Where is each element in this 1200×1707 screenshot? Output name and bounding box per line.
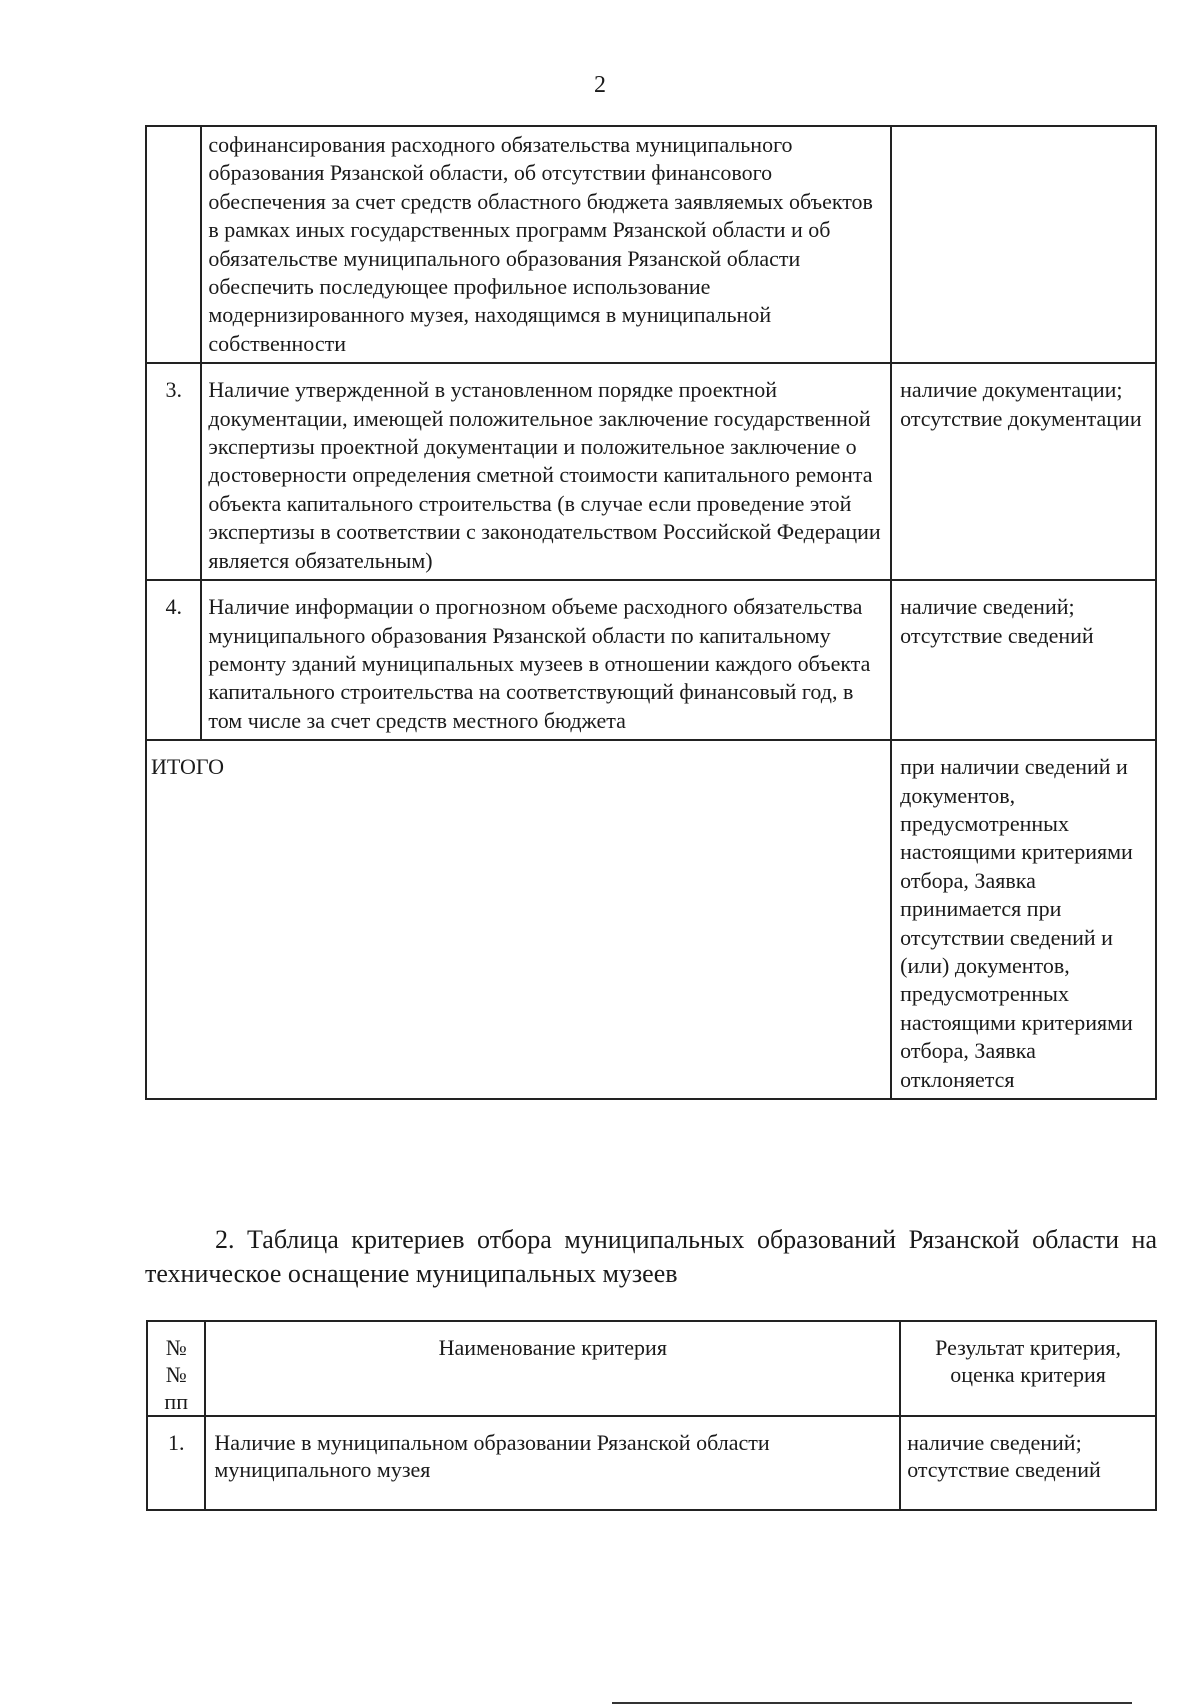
scan-edge-line	[612, 1702, 1132, 1704]
criteria-table-2	[146, 1320, 1157, 1511]
table-row	[146, 126, 1156, 363]
criterion-text: Наличие утвержденной в установленном порядке проектной документации, имеющей положительное заключение государственной экспертизы проектной документации и положительное заключение о достоверности определения сметной стоимости капитального ремонта объекта капитального строительства (в случае если проведение этой экспертизы в соответствии с законодательством Российской Федерации является обязательным)	[201, 363, 891, 580]
row-number: 4.	[146, 580, 201, 740]
result-column-header: Результат критерия, оценка критерия	[900, 1321, 1156, 1416]
table-row	[146, 580, 1156, 740]
table-row	[147, 1416, 1156, 1510]
number-header-line: пп	[164, 1389, 188, 1414]
total-label: ИТОГО	[146, 740, 891, 1099]
criterion-result: наличие сведений; отсутствие сведений	[891, 580, 1156, 740]
table-row	[146, 363, 1156, 580]
criterion-text: софинансирования расходного обязательства муниципального образования Рязанской области, об отсутствии финансового обеспечения за счет средств областного бюджета заявляемых объектов в рамках иных государственных программ Рязанской области и об обязательстве муниципального образования Рязанской области обеспечить последующее профильное использование модернизированного музея, находящимся в муниципальной собственности	[201, 126, 891, 363]
row-number: 3.	[146, 363, 201, 580]
name-column-header: Наименование критерия	[205, 1321, 900, 1416]
number-header-line: №	[165, 1362, 187, 1387]
number-header-line: №	[165, 1335, 187, 1360]
total-result: при наличии сведений и документов, предусмотренных настоящими критериями отбора, Заявка принимается при отсутствии сведений и (или) документов, предусмотренных настоящими критериями отбора, Заявка отклоняется	[891, 740, 1156, 1099]
page-number: 2	[594, 72, 606, 98]
criterion-text: Наличие в муниципальном образовании Рязанской области муниципального музея	[205, 1416, 900, 1510]
criterion-result	[891, 126, 1156, 363]
row-number: 1.	[147, 1416, 205, 1510]
criterion-result: наличие сведений; отсутствие сведений	[900, 1416, 1156, 1510]
criterion-result: наличие документации; отсутствие документации	[891, 363, 1156, 580]
criterion-text: Наличие информации о прогнозном объеме расходного обязательства муниципального образования Рязанской области по капитальному ремонту зданий муниципальных музеев в отношении каждого объекта капитального строительства на соответствующий финансовый год, в том числе за счет средств местного бюджета	[201, 580, 891, 740]
criteria-table-1	[145, 125, 1157, 1100]
section-heading: 2. Таблица критериев отбора муниципальных образований Рязанской области на техническое оснащение муниципальных музеев	[145, 1225, 1157, 1288]
row-number	[146, 126, 201, 363]
total-row	[146, 740, 1156, 1099]
number-column-header	[147, 1321, 205, 1416]
table-header-row	[147, 1321, 1156, 1416]
